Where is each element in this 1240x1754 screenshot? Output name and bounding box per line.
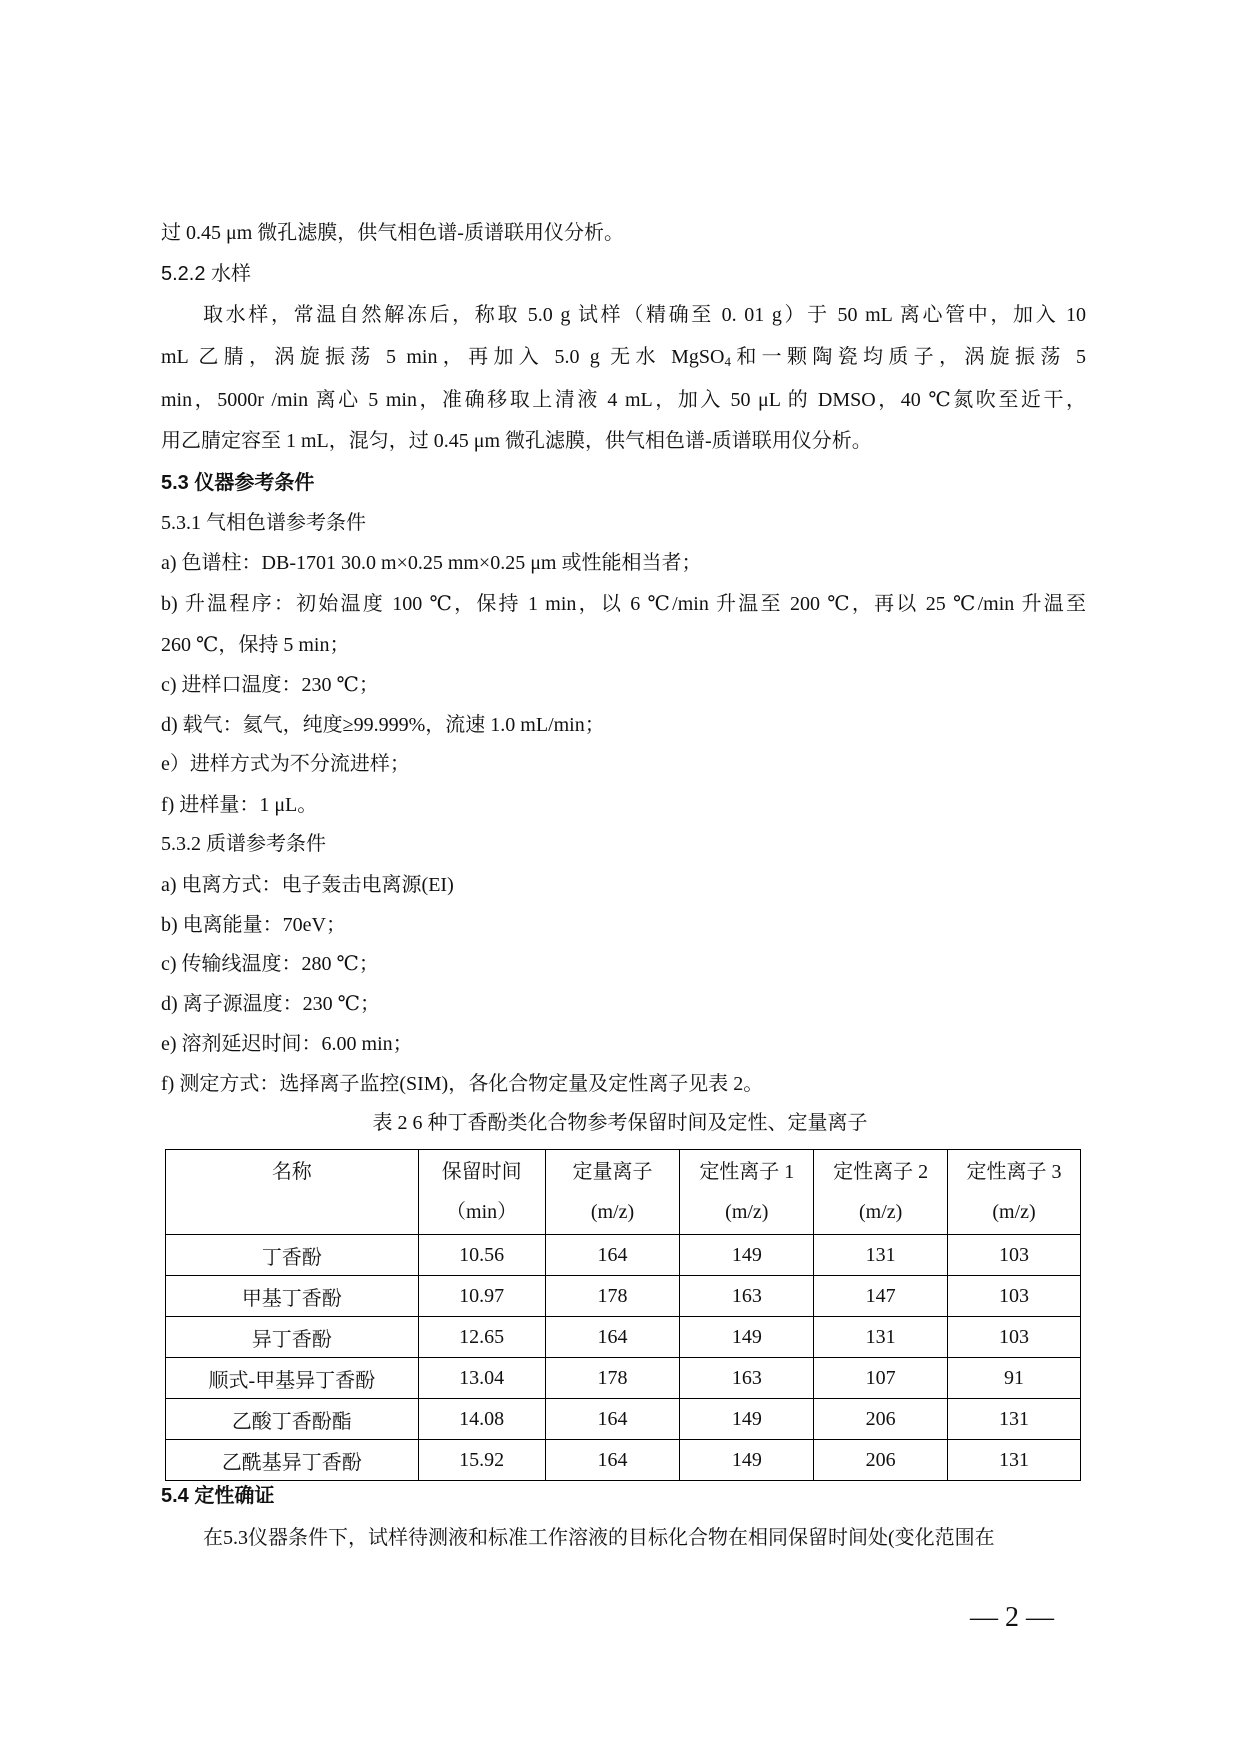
table-cell: 丁香酚	[166, 1235, 419, 1276]
header-cell: 定量离子 (m/z)	[545, 1150, 680, 1235]
list-item: f) 测定方式：选择离子监控(SIM)，各化合物定量及定性离子见表 2。	[161, 1073, 764, 1095]
section-heading-5-3: 5.3 仪器参考条件	[161, 472, 315, 494]
header-cell: 定性离子 3 (m/z)	[948, 1150, 1081, 1235]
list-item: a) 电离方式：电子轰击电离源(EI)	[161, 874, 454, 896]
section-heading-5-2-2: 5.2.2 水样	[161, 263, 252, 285]
list-item: a) 色谱柱：DB-1701 30.0 m×0.25 mm×0.25 μm 或性能相当者；	[161, 552, 702, 574]
table-cell: 164	[545, 1235, 680, 1276]
ion-table	[165, 1149, 1081, 1481]
paragraph-line: 取水样，常温自然解冻后，称取 5.0 g 试样（精确至 0. 01 g）于 50 mL 离心管中，加入 10	[203, 304, 1086, 326]
table-row	[166, 1317, 1081, 1358]
table-row	[166, 1399, 1081, 1440]
table-cell: 131	[948, 1399, 1081, 1440]
paragraph-line: min，5000r /min 离心 5 min，准确移取上清液 4 mL，加入 50 μL 的 DMSO，40 ℃氮吹至近干，	[161, 389, 1086, 411]
table-cell: 10.56	[418, 1235, 545, 1276]
table-row	[166, 1276, 1081, 1317]
table-cell: 149	[680, 1399, 814, 1440]
table-cell: 乙酰基异丁香酚	[166, 1440, 419, 1481]
table-cell: 91	[948, 1358, 1081, 1399]
table-cell: 131	[814, 1317, 948, 1358]
table-cell: 164	[545, 1399, 680, 1440]
table-cell: 131	[948, 1440, 1081, 1481]
table-cell: 164	[545, 1440, 680, 1481]
table-cell: 147	[814, 1276, 948, 1317]
list-item: c) 进样口温度：230 ℃；	[161, 674, 379, 696]
table-cell: 顺式-甲基异丁香酚	[166, 1358, 419, 1399]
list-item: c) 传输线温度：280 ℃；	[161, 953, 379, 975]
text-segment: 和一颗陶瓷均质子，涡旋振荡 5	[731, 346, 1086, 368]
paragraph-line: 在5.3仪器条件下，试样待测液和标准工作溶液的目标化合物在相同保留时间处(变化范围在	[203, 1527, 995, 1549]
table-cell: 206	[814, 1399, 948, 1440]
table-row	[166, 1440, 1081, 1481]
table-cell: 异丁香酚	[166, 1317, 419, 1358]
table-cell: 13.04	[418, 1358, 545, 1399]
list-item: d) 载气：氦气，纯度≥99.999%，流速 1.0 mL/min；	[161, 714, 605, 736]
paragraph-line	[161, 345, 1086, 374]
table-cell: 14.08	[418, 1399, 545, 1440]
table-cell: 103	[948, 1235, 1081, 1276]
table-cell: 164	[545, 1317, 680, 1358]
table-cell: 149	[680, 1235, 814, 1276]
subsection-heading: 5.3.1 气相色谱参考条件	[161, 512, 366, 534]
table-cell: 149	[680, 1317, 814, 1358]
table-cell: 206	[814, 1440, 948, 1481]
table-cell: 103	[948, 1317, 1081, 1358]
table-cell: 103	[948, 1276, 1081, 1317]
section-heading-5-4: 5.4 定性确证	[161, 1485, 275, 1507]
table-cell: 149	[680, 1440, 814, 1481]
list-item-continued: 260 ℃，保持 5 min；	[161, 634, 350, 656]
text-segment: mL 乙腈，涡旋振荡 5 min，再加入 5.0 g 无水 MgSO	[161, 346, 725, 368]
page-number: — 2 —	[970, 1602, 1054, 1633]
table-cell: 10.97	[418, 1276, 545, 1317]
table-cell: 178	[545, 1358, 680, 1399]
table-row	[166, 1235, 1081, 1276]
table-cell: 15.92	[418, 1440, 545, 1481]
header-cell: 保留时间 （min）	[418, 1150, 545, 1235]
header-cell: 名称	[166, 1150, 419, 1235]
table-cell: 12.65	[418, 1317, 545, 1358]
list-item: b) 升温程序：初始温度 100 ℃，保持 1 min，以 6 ℃/min 升温至 200 ℃，再以 25 ℃/min 升温至	[161, 593, 1086, 615]
list-item: f) 进样量：1 μL。	[161, 794, 318, 816]
table-cell: 131	[814, 1235, 948, 1276]
table-cell: 107	[814, 1358, 948, 1399]
table-caption: 表 2 6 种丁香酚类化合物参考保留时间及定性、定量离子	[372, 1112, 868, 1134]
table-cell: 178	[545, 1276, 680, 1317]
list-item: e）进样方式为不分流进样；	[161, 753, 410, 775]
table-row	[166, 1358, 1081, 1399]
subsection-heading: 5.3.2 质谱参考条件	[161, 833, 326, 855]
list-item: d) 离子源温度：230 ℃；	[161, 993, 381, 1015]
header-cell: 定性离子 2 (m/z)	[814, 1150, 948, 1235]
table-cell: 甲基丁香酚	[166, 1276, 419, 1317]
subscript: 4	[724, 354, 731, 369]
header-cell: 定性离子 1 (m/z)	[680, 1150, 814, 1235]
table-cell: 163	[680, 1358, 814, 1399]
paragraph-line: 用乙腈定容至 1 mL，混匀，过 0.45 μm 微孔滤膜，供气相色谱-质谱联用仪分析。	[161, 430, 872, 452]
list-item: b) 电离能量：70eV；	[161, 914, 346, 936]
text-line: 过 0.45 μm 微孔滤膜，供气相色谱-质谱联用仪分析。	[161, 222, 624, 244]
table-cell: 163	[680, 1276, 814, 1317]
table-cell: 乙酸丁香酚酯	[166, 1399, 419, 1440]
table-header-row	[166, 1150, 1081, 1235]
list-item: e) 溶剂延迟时间：6.00 min；	[161, 1033, 413, 1055]
